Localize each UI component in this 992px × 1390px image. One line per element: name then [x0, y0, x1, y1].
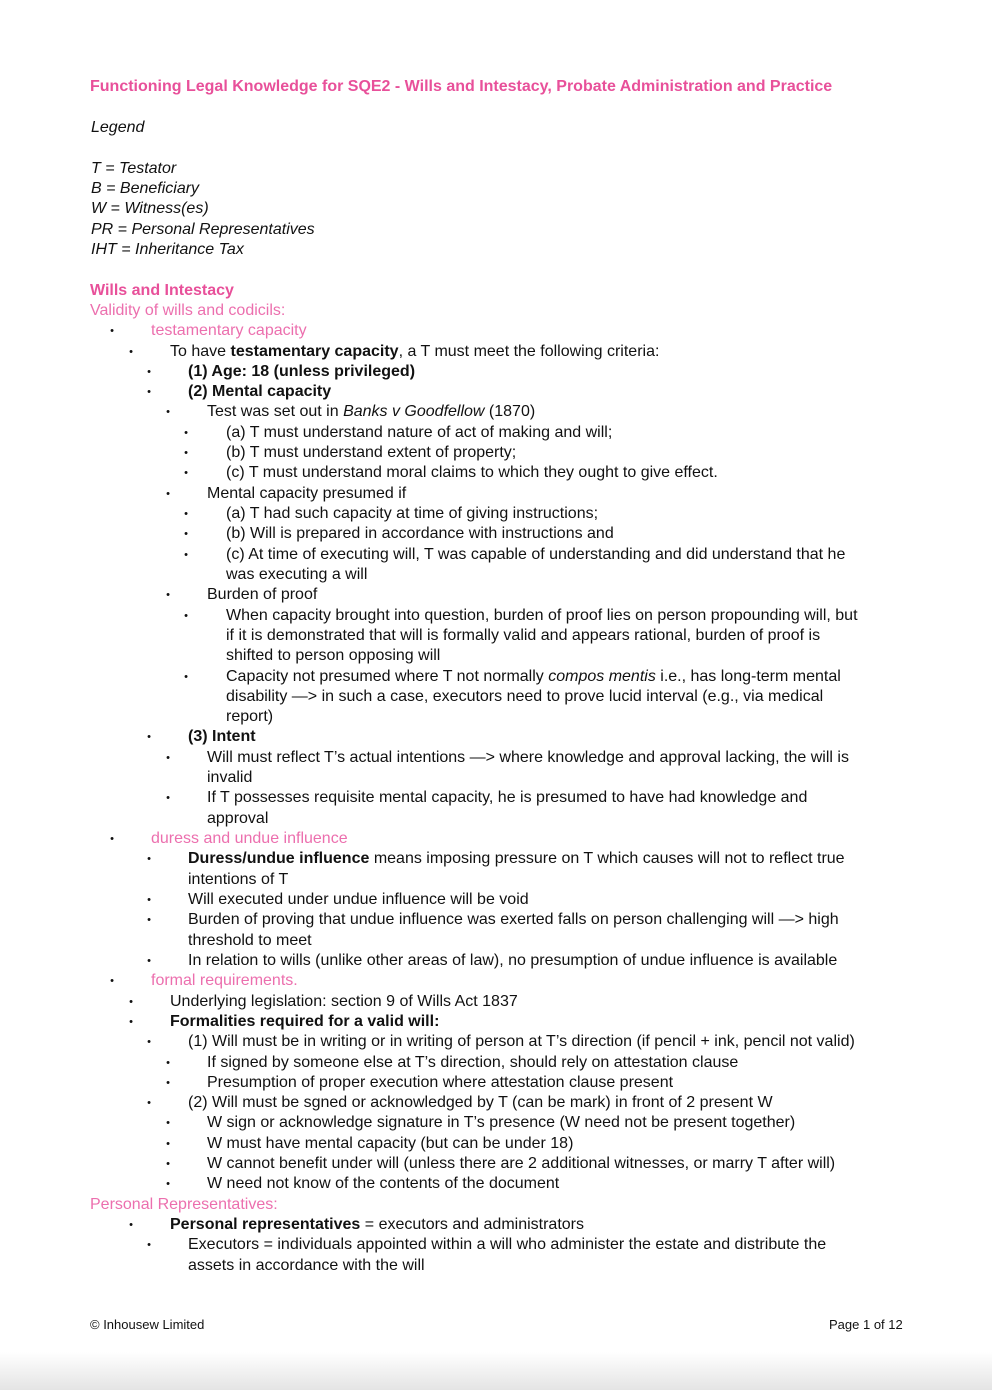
list-text-continued: invalid — [207, 769, 253, 786]
list-text: Capacity not presumed where T not normally compos mentis i.e., has long-term mental — [226, 668, 841, 685]
list-text-continued: disability —> in such a case, executors need to prove lucid interval (e.g., via medical — [226, 688, 824, 705]
bullet: • — [184, 671, 188, 683]
bullet: • — [184, 549, 188, 561]
list-text: Burden of proving that undue influence was exerted falls on person challenging will —> high — [188, 911, 839, 928]
bullet: • — [166, 1057, 170, 1069]
bullet: • — [166, 589, 170, 601]
footer-page-number: Page 1 of 12 — [829, 1317, 903, 1332]
bullet: • — [166, 406, 170, 418]
footer-copyright: © Inhousew Limited — [90, 1317, 205, 1332]
list-text: Test was set out in Banks v Goodfellow (1870) — [207, 403, 536, 420]
list-text: (c) At time of executing will, T was capable of understanding and did understand that he — [226, 546, 846, 563]
list-text: (b) Will is prepared in accordance with instructions and — [226, 525, 614, 542]
list-text-continued: assets in accordance with the will — [188, 1257, 425, 1274]
list-text: Will must reflect T’s actual intentions —> where knowledge and approval lacking, the will is — [207, 749, 849, 766]
list-text: (b) T must understand extent of property; — [226, 444, 517, 461]
bullet: • — [184, 427, 188, 439]
bullet: • — [184, 447, 188, 459]
list-text-continued: threshold to meet — [188, 932, 312, 949]
list-text: (2) Will must be sgned or acknowledged by T (can be mark) in front of 2 present W — [188, 1094, 773, 1111]
topic-heading: formal requirements. — [151, 972, 298, 989]
legend-item: T = Testator — [91, 160, 177, 177]
list-text: (1) Will must be in writing or in writing of person at T’s direction (if pencil + ink, pencil not valid) — [188, 1033, 855, 1050]
section-subheading: Personal Representatives: — [90, 1196, 278, 1213]
list-text: W cannot benefit under will (unless there are 2 additional witnesses, or marry T after will) — [207, 1155, 836, 1172]
bullet: • — [147, 1036, 151, 1048]
bullet: • — [129, 1219, 133, 1231]
topic-heading: testamentary capacity — [151, 322, 307, 339]
list-text: (3) Intent — [188, 728, 256, 745]
list-text-continued: shifted to person opposing will — [226, 647, 441, 664]
bullet: • — [166, 792, 170, 804]
bullet: • — [147, 386, 151, 398]
list-text: Presumption of proper execution where attestation clause present — [207, 1074, 674, 1091]
document-title: Functioning Legal Knowledge for SQE2 - Wills and Intestacy, Probate Administration and Practice — [90, 78, 833, 95]
list-text: (a) T must understand nature of act of making and will; — [226, 424, 613, 441]
list-text: Mental capacity presumed if — [207, 485, 407, 502]
bullet: • — [110, 833, 114, 845]
list-text: Executors = individuals appointed within a will who administer the estate and distribute the — [188, 1236, 827, 1253]
list-text: Will executed under undue influence will be void — [188, 891, 529, 908]
list-text: (2) Mental capacity — [188, 383, 332, 400]
bullet: • — [166, 1178, 170, 1190]
bullet: • — [129, 996, 133, 1008]
list-text: W must have mental capacity (but can be under 18) — [207, 1135, 574, 1152]
list-text: Burden of proof — [207, 586, 318, 603]
bullet: • — [147, 1097, 151, 1109]
list-text: To have testamentary capacity, a T must meet the following criteria: — [170, 343, 660, 360]
bullet: • — [184, 528, 188, 540]
bullet: • — [166, 752, 170, 764]
list-text-continued: was executing a will — [226, 566, 368, 583]
bullet: • — [147, 366, 151, 378]
list-text: W need not know of the contents of the document — [207, 1175, 560, 1192]
list-text: W sign or acknowledge signature in T’s presence (W need not be present together) — [207, 1114, 796, 1131]
list-text-continued: intentions of T — [188, 871, 289, 888]
bullet: • — [147, 731, 151, 743]
bullet: • — [110, 325, 114, 337]
legend-item: IHT = Inheritance Tax — [91, 241, 244, 258]
list-text-continued: report) — [226, 708, 274, 725]
list-text: Duress/undue influence means imposing pressure on T which causes will not to reflect true — [188, 850, 845, 867]
bullet: • — [147, 914, 151, 926]
list-text: When capacity brought into question, burden of proof lies on person propounding will, but — [226, 607, 858, 624]
list-text: (1) Age: 18 (unless privileged) — [188, 363, 416, 380]
bullet: • — [147, 1239, 151, 1251]
list-text: Formalities required for a valid will: — [170, 1013, 440, 1030]
bullet: • — [129, 1016, 133, 1028]
bullet: • — [147, 894, 151, 906]
list-text: (c) T must understand moral claims to which they ought to give effect. — [226, 464, 718, 481]
bullet: • — [147, 955, 151, 967]
bullet: • — [166, 1138, 170, 1150]
list-text-continued: approval — [207, 810, 269, 827]
bullet: • — [166, 1117, 170, 1129]
bullet: • — [184, 508, 188, 520]
legend-heading: Legend — [91, 119, 145, 136]
list-text: (a) T had such capacity at time of giving instructions; — [226, 505, 599, 522]
bullet: • — [129, 346, 133, 358]
list-text: If signed by someone else at T’s direction, should rely on attestation clause — [207, 1054, 739, 1071]
legend-item: B = Beneficiary — [91, 180, 200, 197]
legend-item: W = Witness(es) — [91, 200, 209, 217]
list-text: Personal representatives = executors and administrators — [170, 1216, 584, 1233]
bullet: • — [166, 488, 170, 500]
list-text: In relation to wills (unlike other areas of law), no presumption of undue influence is available — [188, 952, 838, 969]
legend-item: PR = Personal Representatives — [91, 221, 315, 238]
list-text: If T possesses requisite mental capacity, he is presumed to have had knowledge and — [207, 789, 808, 806]
bullet: • — [184, 610, 188, 622]
bullet: • — [184, 467, 188, 479]
list-text: Underlying legislation: section 9 of Wills Act 1837 — [170, 993, 518, 1010]
bullet: • — [110, 975, 114, 987]
section-subheading: Validity of wills and codicils: — [90, 302, 286, 319]
bullet: • — [166, 1158, 170, 1170]
section-heading: Wills and Intestacy — [90, 282, 234, 299]
bullet: • — [166, 1077, 170, 1089]
bullet: • — [147, 853, 151, 865]
list-text-continued: if it is demonstrated that will is formally valid and appears rational, burden of proof is — [226, 627, 821, 644]
topic-heading: duress and undue influence — [151, 830, 348, 847]
